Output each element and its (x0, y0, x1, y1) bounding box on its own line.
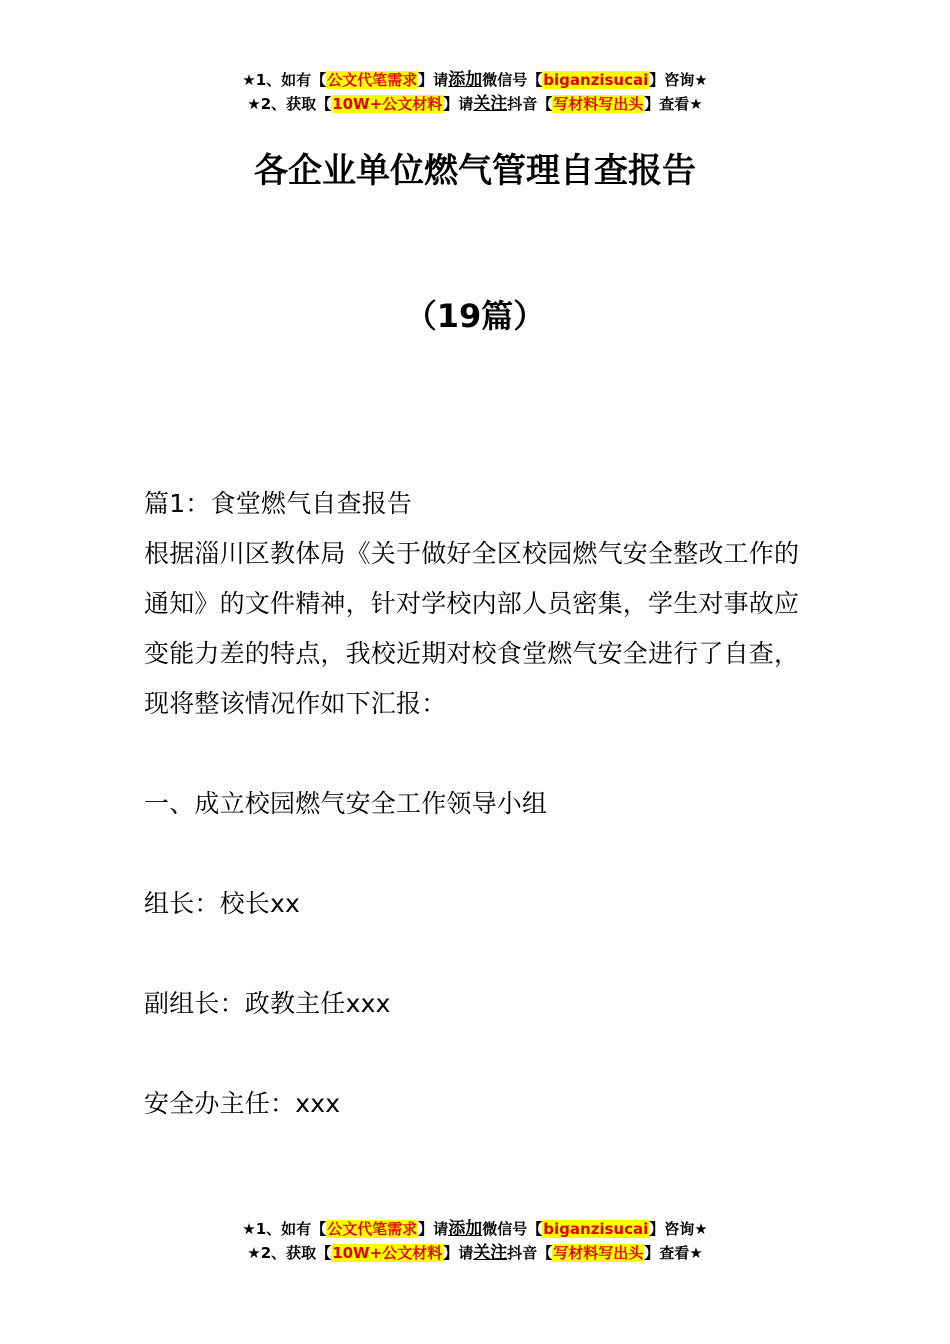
list-item: 安全办主任：xxx (144, 1089, 341, 1118)
banner-line-2: ★2、获取【10W+公文材料】请关注抖音【写材料写出头】查看★ (247, 1243, 703, 1263)
document-subtitle: （19篇） (404, 297, 546, 335)
section-heading: 一、成立校园燃气安全工作领导小组 (144, 789, 548, 818)
list-item: 组长：校长xx (144, 889, 300, 918)
chapter-heading: 篇1：食堂燃气自查报告 (144, 489, 413, 518)
banner-line-2: ★2、获取【10W+公文材料】请关注抖音【写材料写出头】查看★ (247, 94, 703, 114)
banner-line-1: ★1、如有【公文代笔需求】请添加微信号【biganzisucai】咨询★ (242, 1219, 708, 1239)
banner-douyin-id: 写材料写出头 (553, 95, 644, 113)
banner-highlight: 公文代笔需求 (327, 1220, 418, 1238)
list-item: 副组长：政教主任xxx (144, 989, 391, 1018)
document-title: 各企业单位燃气管理自查报告 (254, 151, 696, 191)
banner-line-1: ★1、如有【公文代笔需求】请添加微信号【biganzisucai】咨询★ (242, 70, 708, 90)
bottom-banner (0, 1217, 950, 1265)
banner-highlight: 10W+公文材料 (332, 95, 443, 113)
intro-paragraph: 根据淄川区教体局《关于做好全区校园燃气安全整改工作的通知》的文件精神，针对学校内部人员密集，学生对事故应变能力差的特点，我校近期对校食堂燃气安全进行了自查，现将整该情况作如下汇报： (144, 539, 800, 718)
banner-wechat-id: biganzisucai (543, 71, 649, 89)
banner-highlight: 10W+公文材料 (332, 1244, 443, 1262)
banner-highlight: 公文代笔需求 (327, 71, 418, 89)
banner-wechat-id: biganzisucai (543, 1220, 649, 1238)
top-banner (0, 68, 950, 116)
banner-douyin-id: 写材料写出头 (553, 1244, 644, 1262)
